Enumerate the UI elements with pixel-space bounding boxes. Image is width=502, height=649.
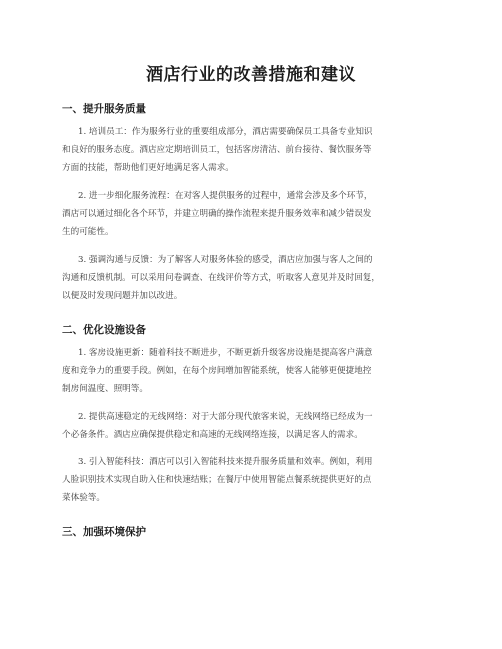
section-heading-3: 三、加强环境保护 xyxy=(62,526,146,538)
paragraph xyxy=(62,408,442,444)
paragraph-line: 个必备条件。酒店应确保提供稳定和高速的无线网络连接，以满足客人的需求。 xyxy=(62,430,363,440)
paragraph-line: 1. 客房设施更新：随着科技不断进步，不断更新升级客房设施是提高客户满意 xyxy=(78,348,373,358)
paragraph-line: 和良好的服务态度。酒店应定期培训员工，包括客房清洁、前台接待、餐饮服务等 xyxy=(62,145,372,155)
paragraph-line: 沟通和反馈机制。可以采用问卷调查、在线评价等方式，听取客人意见并及时回复， xyxy=(62,273,380,283)
paragraph-line: 3. 强调沟通与反馈：为了解客人对服务体验的感受，酒店应加强与客人之间的 xyxy=(78,255,373,265)
paragraph-line: 2. 进一步细化服务流程：在对客人提供服务的过程中，通常会涉及多个环节， xyxy=(78,191,373,201)
paragraph-line: 3. 引入智能科技：酒店可以引入智能科技来提升服务质量和效率。例如，利用 xyxy=(78,457,373,467)
paragraph-line: 菜体验等。 xyxy=(62,493,105,503)
paragraph-line: 酒店可以通过细化各个环节，并建立明确的操作流程来提升服务效率和减少错误发 xyxy=(62,209,372,219)
document-title: 酒店行业的改善措施和建议 xyxy=(146,65,356,85)
paragraph-line: 制房间温度、照明等。 xyxy=(62,384,148,394)
section-heading-1: 一、提升服务质量 xyxy=(62,103,146,115)
paragraph xyxy=(62,453,442,507)
paragraph xyxy=(62,251,442,305)
paragraph-line: 方面的技能，帮助他们更好地满足客人需求。 xyxy=(62,163,234,173)
paragraph-line: 生的可能性。 xyxy=(62,227,114,237)
paragraph-line: 1. 培训员工：作为服务行业的重要组成部分，酒店需要确保员工具备专业知识 xyxy=(78,127,373,137)
paragraph-line: 以便及时发现问题并加以改进。 xyxy=(62,291,183,301)
paragraph xyxy=(62,187,442,241)
section-heading-2: 二、优化设施设备 xyxy=(62,324,146,336)
paragraph xyxy=(62,344,442,398)
paragraph-line: 2. 提供高速稳定的无线网络：对于大部分现代旅客来说，无线网络已经成为一 xyxy=(78,412,373,422)
paragraph xyxy=(62,123,442,177)
paragraph-line: 度和竞争力的重要手段。例如，在每个房间增加智能系统，使客人能够更便捷地控 xyxy=(62,366,372,376)
paragraph-line: 人脸识别技术实现自助入住和快速结账；在餐厅中使用智能点餐系统提供更好的点 xyxy=(62,475,372,485)
